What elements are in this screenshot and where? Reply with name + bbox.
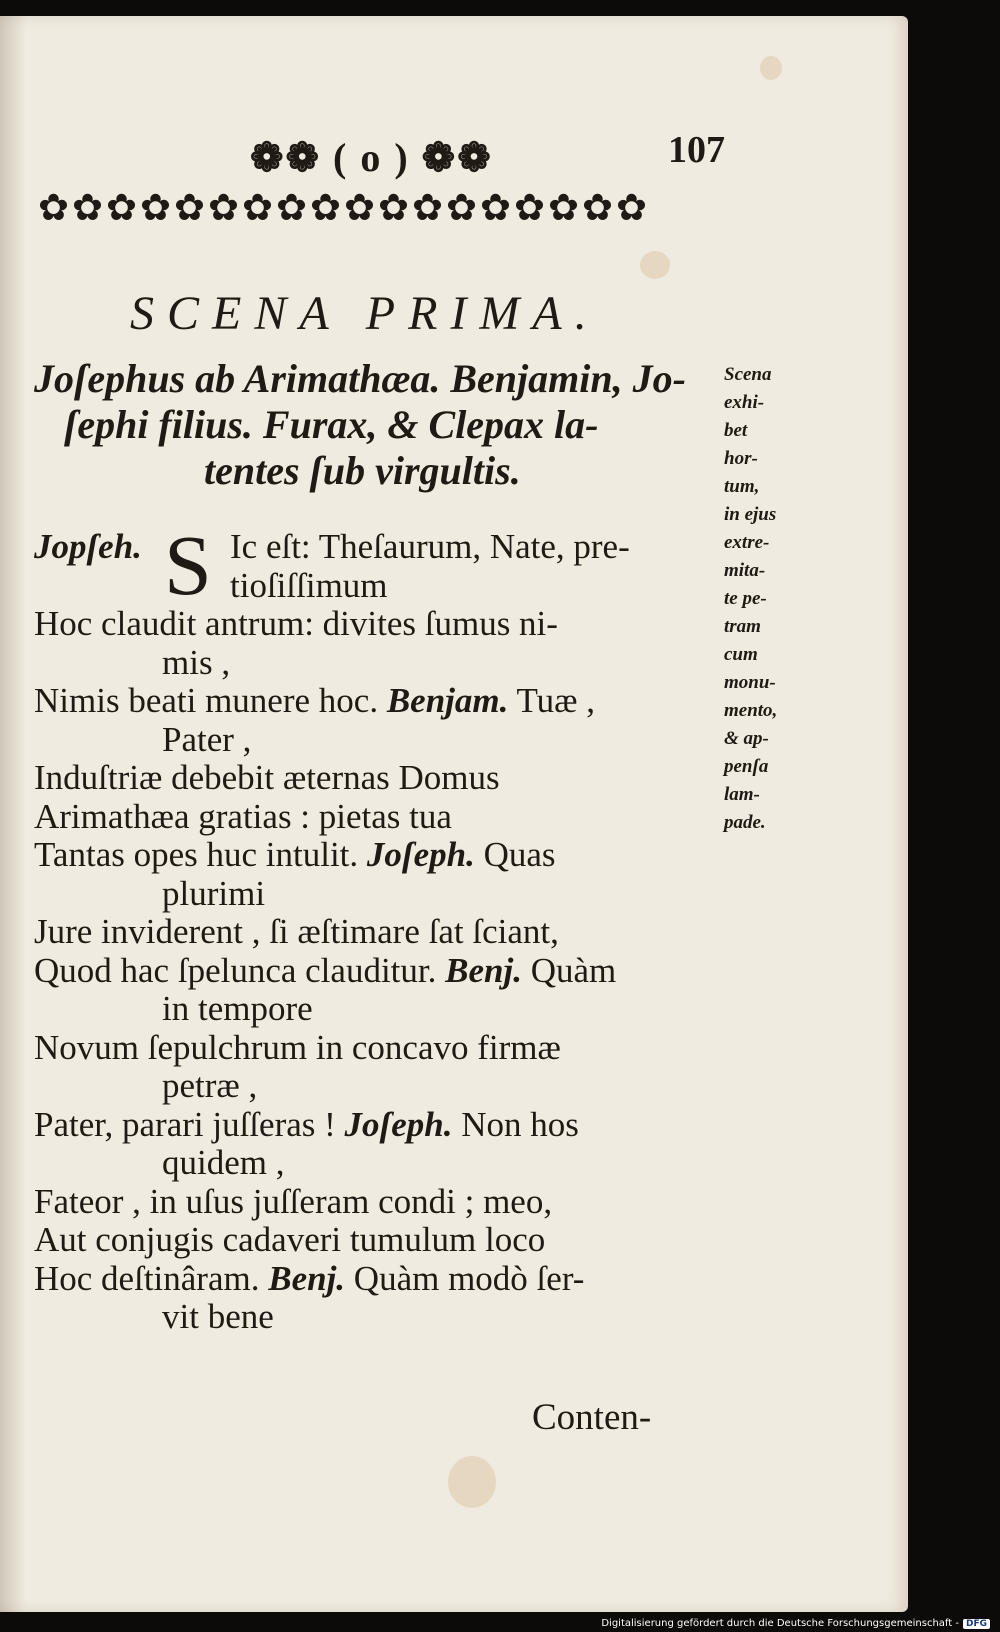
marginal-note	[724, 361, 808, 837]
verse-text-part: Nimis beati munere hoc.	[34, 681, 379, 720]
marginal-line: te pe-	[724, 588, 767, 609]
verse-line: plurimi	[162, 873, 266, 913]
verse-line: Hoc claudit antrum: divites ſumus ni-	[34, 604, 558, 643]
verse-line: Fateor , in uſus juſſeram condi ; meo,	[34, 1181, 553, 1221]
verse-line: mis ,	[162, 642, 231, 682]
digitization-credit	[601, 1618, 990, 1629]
speaker-name: Joſeph.	[344, 1104, 453, 1144]
ornament-band: ✿✿✿✿✿✿✿✿✿✿✿✿✿✿✿✿✿✿	[38, 188, 651, 229]
verse-line	[34, 952, 730, 991]
marginal-line: & ap-	[724, 728, 769, 749]
verse-line	[34, 836, 730, 875]
verse-line: Ic eſt: Theſaurum, Nate, pre-	[230, 527, 630, 566]
verse-text-part: Tuæ ,	[516, 681, 595, 720]
verse-line: Induſtriæ debebit æternas Domus	[34, 758, 500, 797]
marginal-line: Scena	[724, 364, 772, 385]
speaker-name: Jopſeh.	[34, 527, 142, 566]
personae-line: Joſephus ab Arimathæa. Benjamin, Jo-	[34, 356, 686, 401]
personae-line: ſephi filius. Furax, & Clepax la-	[64, 402, 599, 447]
paper-stain	[640, 251, 670, 279]
page-number: 107	[668, 129, 725, 171]
marginal-line: pade.	[724, 812, 766, 833]
marginal-line: hor-	[724, 448, 758, 469]
verse-line: quidem ,	[162, 1143, 285, 1182]
personae-line: tentes ſub virgultis.	[204, 448, 521, 493]
paper-stain	[760, 56, 782, 80]
marginal-line: mento,	[724, 700, 778, 721]
scene-title: SCENA PRIMA.	[130, 287, 600, 340]
verse-text-part: Non hos	[461, 1104, 579, 1144]
verse-line: petræ ,	[162, 1066, 258, 1105]
book-page	[0, 16, 908, 1612]
speaker-name: Joſeph.	[366, 835, 475, 874]
dramatis-personae	[34, 356, 744, 494]
verse-line: Aut conjugis cadaveri tumulum loco	[34, 1220, 546, 1259]
marginal-line: tram	[724, 616, 761, 637]
verse-line	[34, 1260, 730, 1299]
verse-text-part: Quàm modò ſer-	[353, 1258, 585, 1298]
verse-text-part: Quàm	[530, 950, 617, 990]
speaker-name: Benjam.	[386, 681, 509, 720]
verse-text-part: Pater, parari juſſeras !	[34, 1104, 336, 1144]
verse-text-part: Tantas opes huc intulit.	[34, 835, 359, 874]
verse-text-part: Hoc deſtinâram.	[34, 1258, 260, 1298]
verse-line: Novum ſepulchrum in concavo firmæ	[34, 1027, 561, 1067]
drop-cap: S	[164, 517, 212, 613]
catchword: Conten-	[532, 1397, 652, 1438]
verse-line	[34, 1106, 730, 1145]
marginal-line: exhi-	[724, 392, 765, 413]
marginal-line: penſa	[724, 756, 769, 777]
dfg-logo: DFG	[963, 1619, 990, 1629]
speaker-name: Benj.	[445, 950, 522, 990]
verse-line: in tempore	[162, 989, 313, 1028]
verse-text-part: Quod hac ſpelunca clauditur.	[34, 950, 437, 990]
verse-opening	[34, 517, 730, 613]
marginal-line: mita-	[724, 560, 766, 581]
paper-stain	[448, 1456, 496, 1508]
marginal-line: monu-	[724, 672, 776, 693]
verse-text	[34, 517, 730, 1337]
verse-line: Arimathæa gratias : pietas tua	[34, 796, 452, 836]
verse-line: vit bene	[162, 1297, 274, 1336]
speaker-name: Benj.	[268, 1258, 346, 1298]
marginal-line: tum,	[724, 476, 760, 497]
marginal-line: bet	[724, 420, 748, 441]
header-ornament: ❁❁ ( o ) ❁❁	[250, 135, 493, 180]
verse-line: Jure inviderent , ſi æſtimare ſat ſciant,	[34, 912, 559, 951]
verse-line	[34, 682, 730, 721]
verse-line: tioſiſſimum	[230, 565, 388, 605]
verse-text-part: Quas	[483, 835, 556, 874]
credit-text: Digitalisierung gefördert durch die Deutsche Forschungsgemeinschaft -	[601, 1618, 959, 1629]
marginal-line: lam-	[724, 784, 760, 805]
marginal-line: extre-	[724, 532, 770, 553]
verse-line: Pater ,	[162, 719, 252, 759]
marginal-line: cum	[724, 644, 758, 665]
marginal-line: in ejus	[724, 504, 777, 525]
